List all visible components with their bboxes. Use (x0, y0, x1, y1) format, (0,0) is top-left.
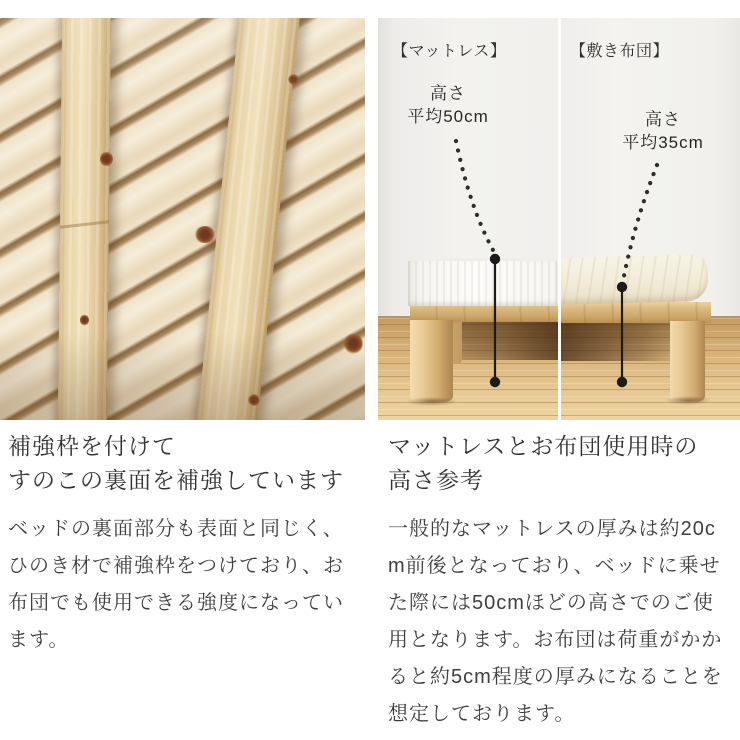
beam-joint (60, 220, 109, 228)
height-reference-heading (388, 429, 740, 497)
reinforcement-heading (8, 429, 376, 497)
futon-side-photo (561, 18, 740, 420)
wood-knot (344, 333, 363, 354)
wood-knot (288, 74, 299, 85)
height-note-line: 平均50cm (407, 107, 489, 126)
body-line: ベッドの裏面部分も表面と同じく、 (8, 518, 344, 540)
futon (561, 254, 709, 305)
body-line: 想定しております。 (388, 703, 576, 725)
reinforcement-body (8, 511, 376, 659)
heading-line: マットレスとお布団使用時の (388, 433, 699, 459)
reinforcement-beam-left (58, 18, 111, 420)
futon-label: 【敷き布団】 (570, 43, 670, 60)
mattress-side-photo (378, 18, 558, 420)
wood-knot (194, 226, 216, 243)
body-line: ると約5cm程度の厚みになることを (388, 666, 723, 688)
mattress (408, 258, 558, 306)
photo-split-divider (558, 18, 561, 420)
wood-knot (100, 151, 113, 167)
body-line: ます。 (8, 629, 70, 651)
body-line: 布団でも使用できる強度になってい (8, 592, 344, 614)
body-line: m前後となっており、ベッドに乗せ (388, 555, 721, 577)
heading-line: 補強枠を付けて (8, 433, 176, 459)
reinforcement-underside-photo (0, 18, 365, 420)
body-line: 用となります。お布団は荷重がかか (388, 629, 723, 651)
under-bed-shadow (561, 323, 676, 361)
wood-knot (80, 314, 89, 326)
body-line: た際には50cmほどの高さでのご使 (388, 592, 714, 614)
height-reference-caption (388, 429, 740, 733)
height-note-line: 高さ (645, 110, 681, 129)
body-line: ひのき材で補強枠をつけており、お (8, 555, 344, 577)
heading-line: すのこの裏面を補強しています (8, 467, 344, 493)
bed-frame-rail (561, 302, 711, 323)
height-reference-body (388, 511, 740, 733)
mattress-label: 【マットレス】 (392, 43, 507, 60)
reinforcement-caption (8, 429, 376, 659)
futon-height-note (601, 108, 725, 154)
height-note-line: 高さ (430, 84, 466, 103)
bed-height-comparison-photo (378, 18, 740, 420)
height-note-line: 平均35cm (622, 133, 704, 152)
wood-knot (248, 394, 260, 406)
leg-shadow (406, 397, 458, 406)
heading-line: 高さ参考 (388, 467, 484, 493)
mattress-height-note (386, 82, 510, 128)
leg-shadow (665, 396, 711, 405)
diagonal-slats (0, 18, 365, 420)
bed-leg (670, 321, 705, 402)
bed-leg (410, 320, 453, 402)
body-line: 一般的なマットレスの厚みは約20c (388, 518, 716, 540)
